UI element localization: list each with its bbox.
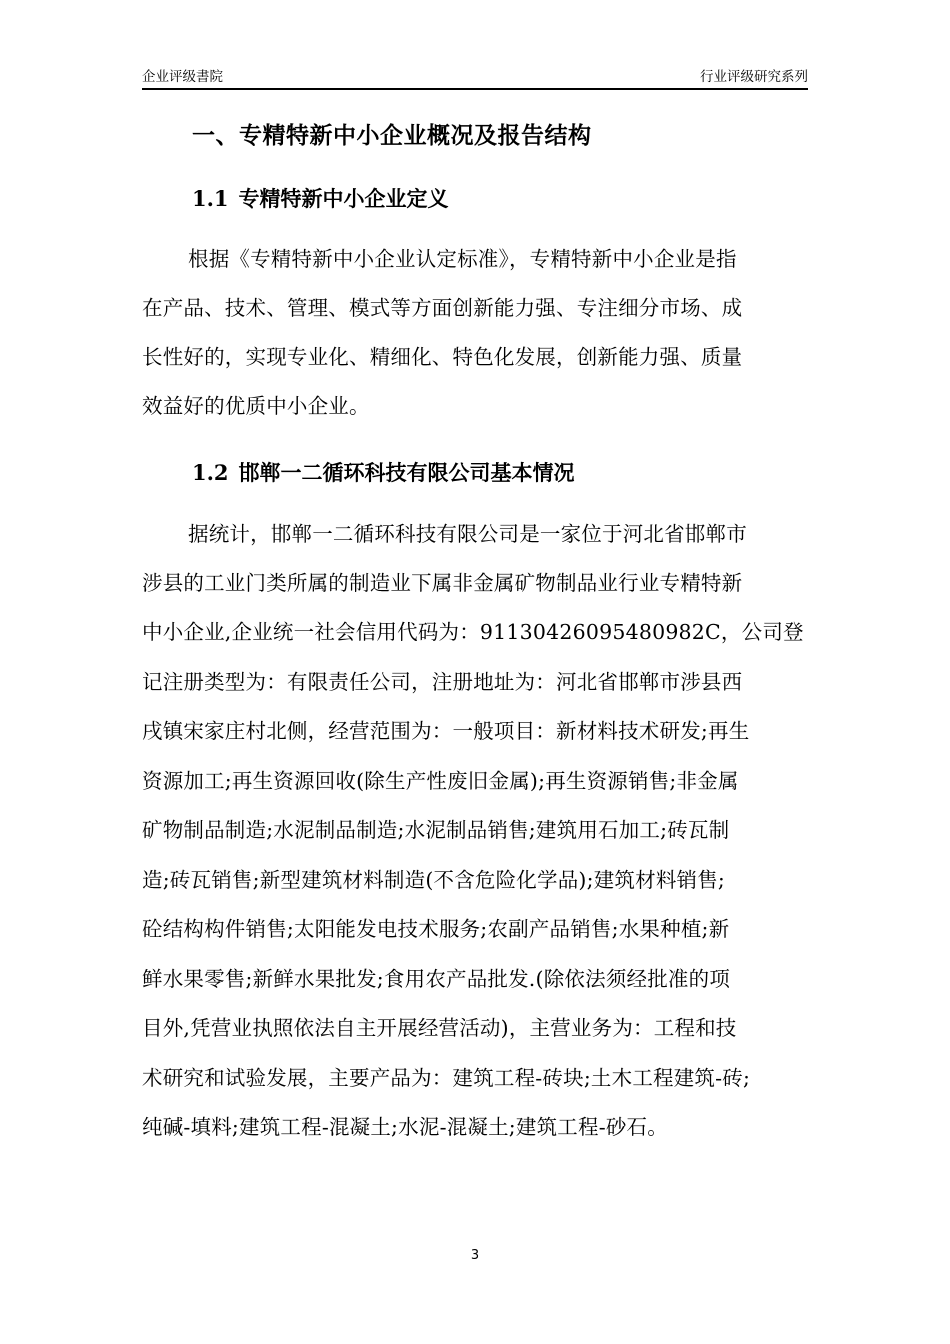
header-publisher: 企业评级書院 bbox=[142, 69, 223, 85]
paragraph-line: 矿物制品制造;水泥制品制造;水泥制品销售;建筑用石加工;砖瓦制 bbox=[142, 818, 730, 842]
paragraph-line: 资源加工;再生资源回收(除生产性废旧金属);再生资源销售;非金属 bbox=[142, 769, 739, 793]
paragraph-line: 在产品、技术、管理、模式等方面创新能力强、专注细分市场、成 bbox=[142, 296, 743, 320]
paragraph-line: 效益好的优质中小企业。 bbox=[142, 394, 370, 418]
paragraph-line: 记注册类型为：有限责任公司，注册地址为：河北省邯郸市涉县西 bbox=[142, 670, 743, 694]
paragraph-line: 砼结构构件销售;太阳能发电技术服务;农副产品销售;水果种植;新 bbox=[142, 917, 730, 941]
paragraph-line: 据统计，邯郸一二循环科技有限公司是一家位于河北省邯郸市 bbox=[188, 522, 747, 546]
section-heading-1: 一、专精特新中小企业概况及报告结构 bbox=[192, 122, 592, 149]
paragraph-line: 术研究和试验发展，主要产品为：建筑工程-砖块;土木工程建筑-砖; bbox=[142, 1066, 751, 1090]
section-title: 邯郸一二循环科技有限公司基本情况 bbox=[238, 460, 575, 485]
header-series: 行业评级研究系列 bbox=[700, 69, 808, 85]
page-number: 3 bbox=[470, 1248, 480, 1263]
paragraph-line: 中小企业,企业统一社会信用代码为：91130426095480982C，公司登 bbox=[142, 620, 804, 644]
paragraph-line: 纯碱-填料;建筑工程-混凝土;水泥-混凝土;建筑工程-砂石。 bbox=[142, 1115, 668, 1139]
section-heading-1-1 bbox=[192, 182, 449, 216]
paragraph-line: 长性好的，实现专业化、精细化、特色化发展，创新能力强、质量 bbox=[142, 345, 743, 369]
paragraph-line: 戌镇宋家庄村北侧，经营范围为：一般项目：新材料技术研发;再生 bbox=[142, 719, 750, 743]
section-number: 1.1 bbox=[192, 186, 229, 211]
paragraph-line: 根据《专精特新中小企业认定标准》，专精特新中小企业是指 bbox=[188, 247, 737, 271]
section-title: 专精特新中小企业定义 bbox=[238, 186, 449, 211]
section-number: 1.2 bbox=[192, 460, 229, 485]
paragraph-line: 涉县的工业门类所属的制造业下属非金属矿物制品业行业专精特新 bbox=[142, 571, 743, 595]
paragraph-line: 目外,凭营业执照依法自主开展经营活动)，主营业务为：工程和技 bbox=[142, 1016, 737, 1040]
paragraph-line: 造;砖瓦销售;新型建筑材料制造(不含危险化学品);建筑材料销售; bbox=[142, 868, 726, 892]
section-heading-1-2 bbox=[192, 456, 575, 490]
paragraph-line: 鲜水果零售;新鲜水果批发;食用农产品批发.(除依法须经批准的项 bbox=[142, 967, 731, 991]
page-header bbox=[142, 66, 808, 90]
